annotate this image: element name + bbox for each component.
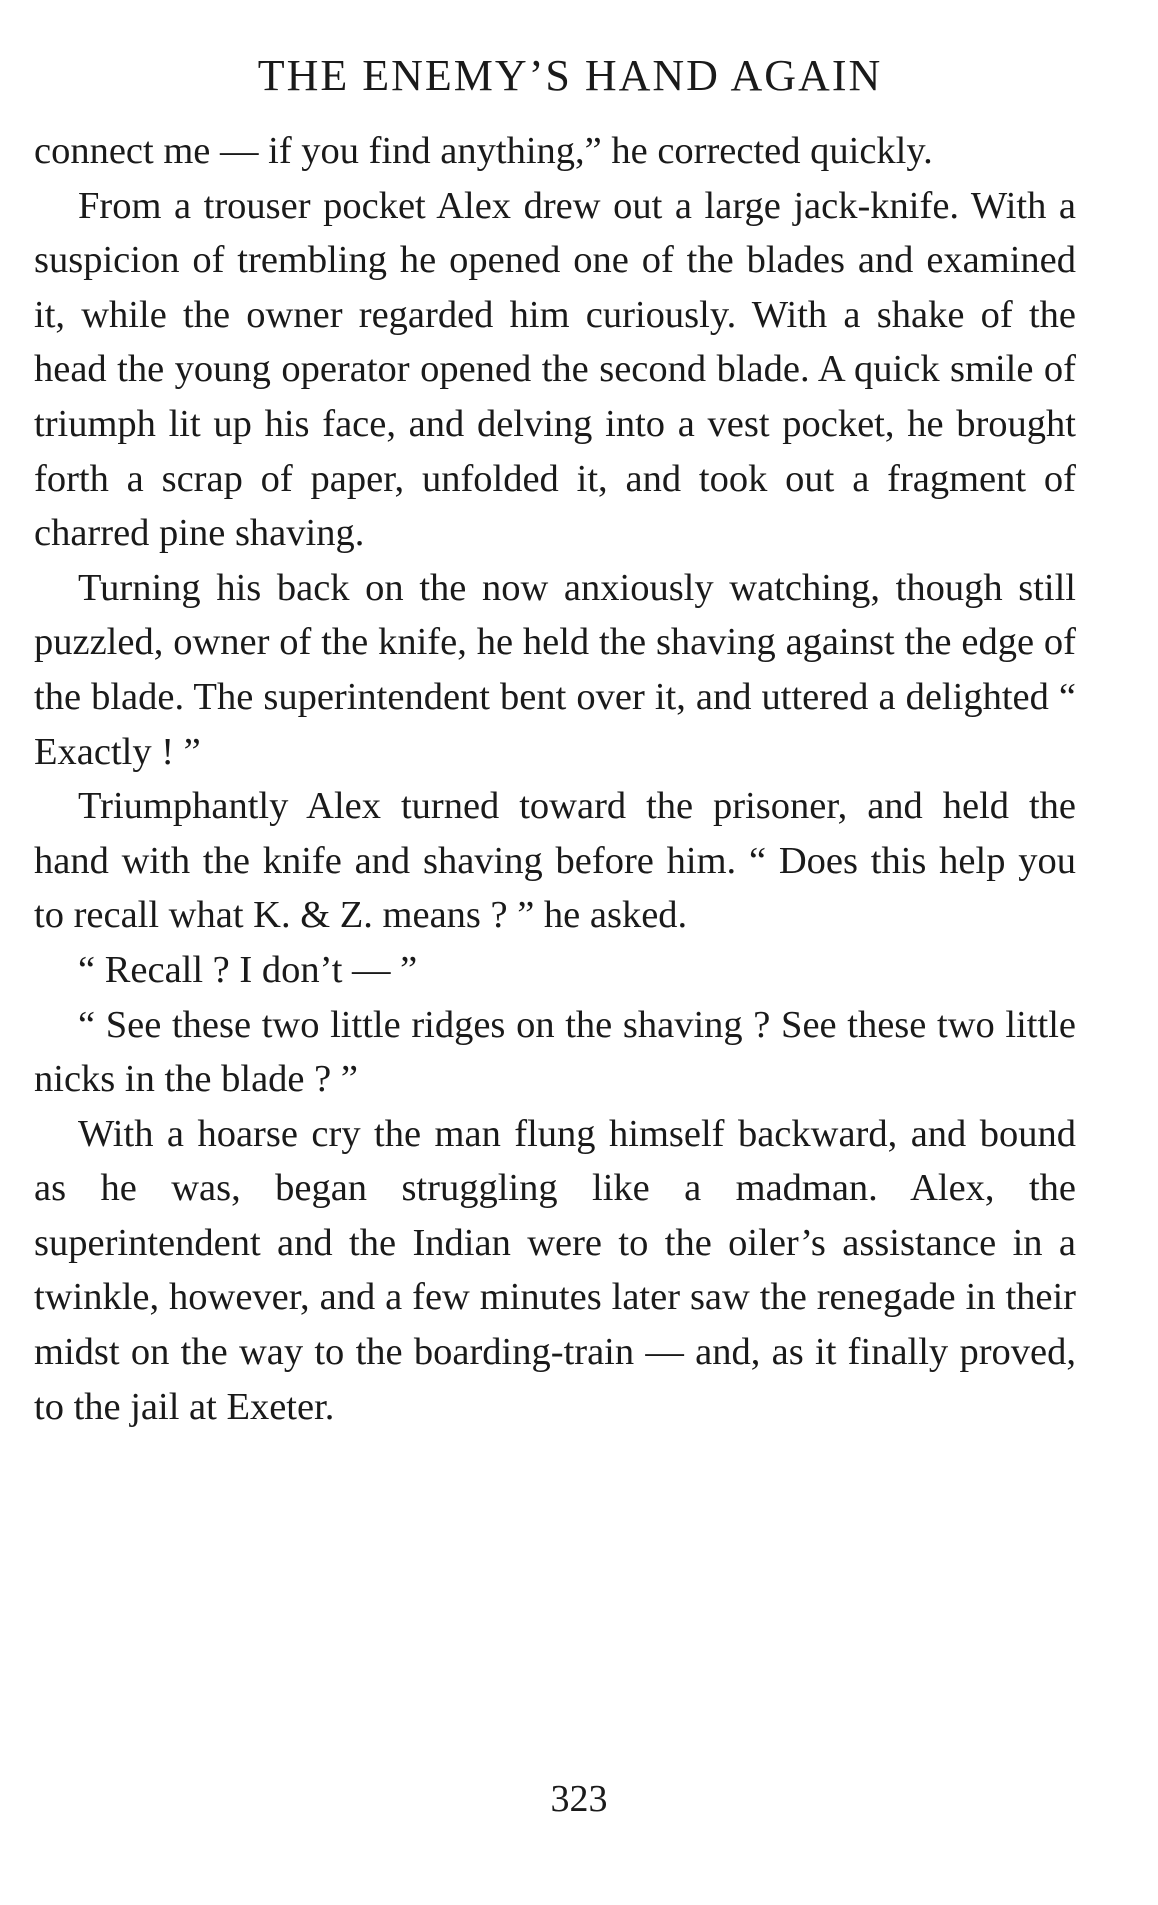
book-page <box>34 44 1076 1434</box>
paragraph-3: Turning his back on the now anxiously watching, though still puzzled, owner of the knife, he held the shaving against the edge of the blade. The superintendent bent over it, and uttered a delighted “ Exactly ! ” <box>34 566 1076 773</box>
page-number: 323 <box>550 1778 608 1820</box>
paragraph-7: With a hoarse cry the man flung himself backward, and bound as he was, began struggling like a madman. Alex, the superintendent and the Indian were to the oiler’s assistance in a twinkle, however, and a few minutes later saw the renegade in their midst on the way to the boarding-train — and, as it finally proved, to the jail at Exeter. <box>34 1112 1076 1428</box>
body-text <box>34 124 1076 1434</box>
paragraph-1: connect me — if you find anything,” he corrected quickly. <box>34 130 933 172</box>
paragraph-2: From a trouser pocket Alex drew out a large jack-knife. With a suspicion of trembling he opened one of the blades and examined it, while the owner regarded him curiously. With a shake of the head the young operator opened the second blade. A quick smile of triumph lit up his face, and delving into a vest pocket, he brought forth a scrap of paper, unfolded it, and took out a fragment of charred pine shaving. <box>34 184 1076 555</box>
running-head: THE ENEMY’S HAND AGAIN <box>257 51 883 100</box>
paragraph-4: Triumphantly Alex turned toward the prisoner, and held the hand with the knife and shaving before him. “ Does this help you to recall what K. & Z. means ? ” he asked. <box>34 785 1076 937</box>
paragraph-5: “ Recall ? I don’t — ” <box>78 948 418 991</box>
paragraph-6: “ See these two little ridges on the shaving ? See these two little nicks in the blade ? ” <box>34 1003 1076 1101</box>
